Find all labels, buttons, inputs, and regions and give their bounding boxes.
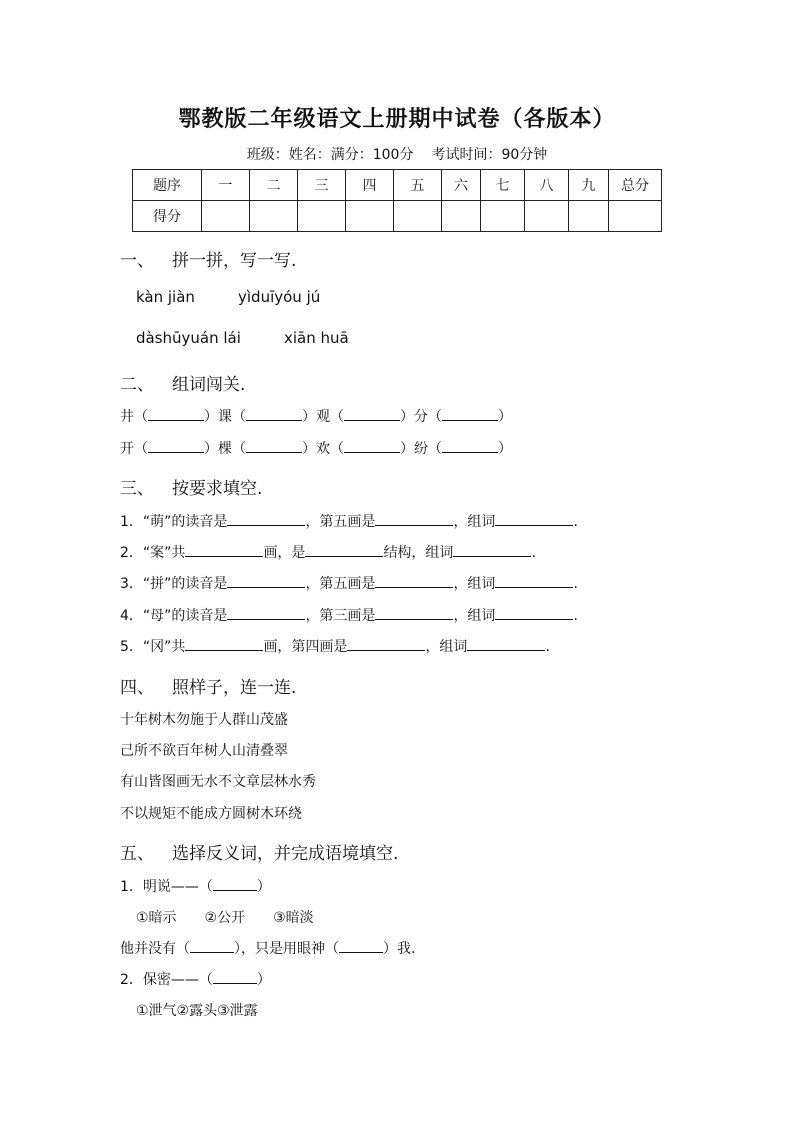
score-cell[interactable] bbox=[569, 201, 609, 232]
exam-info bbox=[0, 144, 794, 164]
cell-score-label: 得分 bbox=[133, 201, 202, 232]
score-table-header-row bbox=[133, 170, 662, 201]
cell-header: 七 bbox=[481, 170, 525, 201]
cell-header: 九 bbox=[569, 170, 609, 201]
section-1-heading: 一、 拼一拼，写一写. bbox=[120, 251, 297, 271]
answer-blank[interactable] bbox=[344, 440, 400, 453]
antonym-question-1: 1．明说——（ ） bbox=[120, 879, 271, 895]
pinyin-item: kàn jiàn bbox=[136, 288, 195, 306]
answer-blank[interactable] bbox=[467, 638, 545, 651]
antonym-question-2: 2．保密——（ ） bbox=[120, 972, 271, 988]
matching-line: 有山皆图画无水不文章层林水秀 bbox=[120, 774, 316, 790]
answer-blank[interactable] bbox=[495, 513, 573, 526]
score-cell[interactable] bbox=[298, 201, 346, 232]
cell-header: 五 bbox=[394, 170, 442, 201]
score-cell[interactable] bbox=[525, 201, 569, 232]
section-2-heading: 二、 组词闯关. bbox=[120, 375, 246, 395]
score-cell[interactable] bbox=[394, 201, 442, 232]
fill-item: 2．“案”共 画，是 结构，组词 . bbox=[120, 545, 536, 561]
cell-header: 八 bbox=[525, 170, 569, 201]
fill-item: 1．“萌”的读音是 ，第五画是 ，组词 . bbox=[120, 514, 578, 530]
exam-info-class: 班级：姓名：满分：100分 bbox=[246, 147, 414, 163]
exam-time: 考试时间：90分钟 bbox=[431, 147, 548, 163]
answer-blank[interactable] bbox=[495, 575, 573, 588]
pinyin-item: dàshūyuán lái bbox=[136, 329, 241, 347]
answer-blank[interactable] bbox=[453, 544, 531, 557]
answer-blank[interactable] bbox=[227, 575, 305, 588]
context-sentence: 他并没有（ ），只是用眼神（ ）我. bbox=[120, 941, 416, 957]
cell-header: 三 bbox=[298, 170, 346, 201]
answer-blank[interactable] bbox=[148, 440, 204, 453]
answer-blank[interactable] bbox=[375, 513, 453, 526]
answer-blank[interactable] bbox=[375, 575, 453, 588]
answer-blank[interactable] bbox=[185, 638, 263, 651]
page-title: 鄂教版二年级语文上册期中试卷（各版本） bbox=[178, 106, 616, 132]
cell-header: 总分 bbox=[609, 170, 662, 201]
score-cell[interactable] bbox=[442, 201, 481, 232]
answer-blank[interactable] bbox=[246, 408, 302, 421]
answer-blank[interactable] bbox=[246, 440, 302, 453]
pinyin-item: yìduīyóu jú bbox=[238, 288, 321, 306]
word-row-2: 开（ ）棵（ ）欢（ ）纷（ ） bbox=[120, 441, 512, 457]
cell-header: 二 bbox=[250, 170, 298, 201]
score-table bbox=[132, 169, 662, 232]
matching-line: 不以规矩不能成方圆树木环绕 bbox=[120, 806, 302, 822]
answer-blank[interactable] bbox=[148, 408, 204, 421]
word-row-1: 井（ ）课（ ）观（ ）分（ ） bbox=[120, 409, 512, 425]
answer-blank[interactable] bbox=[339, 940, 383, 953]
score-cell[interactable] bbox=[481, 201, 525, 232]
antonym-options-2: ①泄气②露头③泄露 bbox=[136, 1003, 258, 1019]
pinyin-item: xiān huā bbox=[284, 329, 349, 347]
answer-blank[interactable] bbox=[190, 940, 234, 953]
matching-line: 己所不欲百年树人山清叠翠 bbox=[120, 743, 288, 759]
answer-blank[interactable] bbox=[227, 513, 305, 526]
answer-blank[interactable] bbox=[347, 638, 425, 651]
answer-blank[interactable] bbox=[185, 544, 263, 557]
answer-blank[interactable] bbox=[213, 878, 257, 891]
section-3-heading: 三、 按要求填空. bbox=[120, 479, 263, 499]
cell-header: 一 bbox=[202, 170, 250, 201]
cell-header: 六 bbox=[442, 170, 481, 201]
score-cell[interactable] bbox=[346, 201, 394, 232]
fill-item: 3．“拼”的读音是 ，第五画是 ，组词 . bbox=[120, 576, 578, 592]
answer-blank[interactable] bbox=[213, 971, 257, 984]
answer-blank[interactable] bbox=[442, 408, 498, 421]
section-4-heading: 四、 照样子，连一连. bbox=[120, 678, 297, 698]
answer-blank[interactable] bbox=[495, 607, 573, 620]
score-cell[interactable] bbox=[202, 201, 250, 232]
cell-header: 四 bbox=[346, 170, 394, 201]
answer-blank[interactable] bbox=[227, 607, 305, 620]
cell-header: 题序 bbox=[133, 170, 202, 201]
answer-blank[interactable] bbox=[305, 544, 383, 557]
section-5-heading: 五、 选择反义词，并完成语境填空. bbox=[120, 844, 399, 864]
matching-line: 十年树木勿施于人群山茂盛 bbox=[120, 712, 288, 728]
fill-item: 4．“母”的读音是 ，第三画是 ，组词 . bbox=[120, 608, 578, 624]
antonym-options-1: ①暗示 ②公开 ③暗淡 bbox=[136, 910, 314, 926]
score-table-score-row bbox=[133, 201, 662, 232]
score-cell[interactable] bbox=[250, 201, 298, 232]
score-cell[interactable] bbox=[609, 201, 662, 232]
answer-blank[interactable] bbox=[442, 440, 498, 453]
answer-blank[interactable] bbox=[344, 408, 400, 421]
fill-item: 5．“冈”共 画，第四画是 ，组词 . bbox=[120, 639, 550, 655]
answer-blank[interactable] bbox=[375, 607, 453, 620]
